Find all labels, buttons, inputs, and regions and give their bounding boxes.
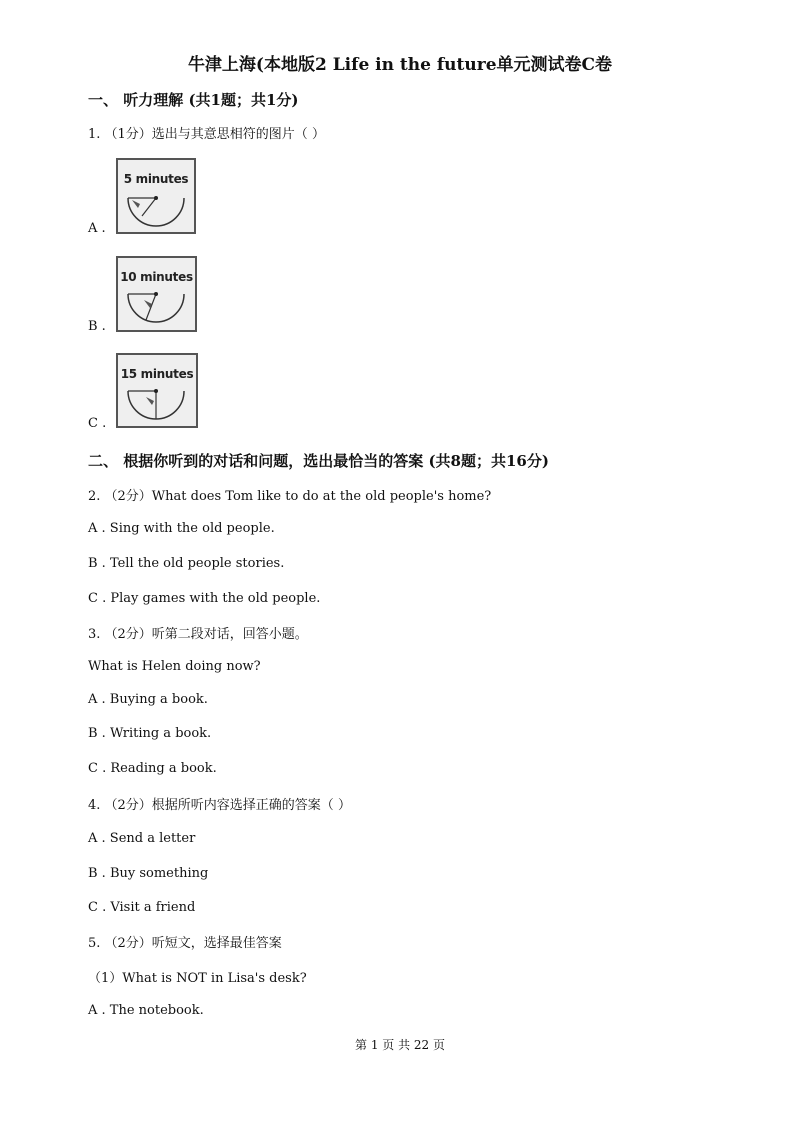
option-5a[interactable]: A . The notebook.: [88, 1003, 204, 1018]
question-1: 1. （1分）选出与其意思相符的图片（ ）: [88, 127, 325, 142]
half-clock-icon: [118, 160, 194, 232]
question-5: 5. （2分）听短文，选择最佳答案: [88, 936, 282, 951]
picture-caption: 15 minutes: [120, 367, 194, 381]
question-2: 2. （2分）What does Tom like to do at the old people's home?: [88, 489, 492, 504]
half-clock-icon: [118, 355, 196, 426]
page-title: 牛津上海(本地版2 Life in the future单元测试卷C卷: [187, 55, 613, 75]
question-3-prompt: What is Helen doing now?: [88, 659, 261, 674]
option-1c-label[interactable]: C .: [88, 416, 107, 431]
page-footer: 第 1 页 共 22 页: [355, 1038, 445, 1052]
option-3b[interactable]: B . Writing a book.: [88, 726, 212, 741]
section-heading-dialogue: 二、 根据你听到的对话和问题，选出最恰当的答案 (共8题；共16分): [88, 452, 549, 470]
picture-caption: 5 minutes: [123, 172, 189, 186]
picture-caption: 10 minutes: [120, 270, 193, 284]
option-3a[interactable]: A . Buying a book.: [88, 692, 208, 707]
option-1b-label[interactable]: B .: [88, 319, 106, 334]
clock-picture-a[interactable]: [116, 158, 196, 234]
question-5-subquestion-1: （1）What is NOT in Lisa's desk?: [88, 971, 307, 986]
clock-picture-c[interactable]: [116, 353, 198, 428]
option-4c[interactable]: C . Visit a friend: [88, 900, 196, 915]
option-1a-label[interactable]: A .: [88, 221, 106, 236]
option-2a[interactable]: A . Sing with the old people.: [88, 521, 275, 536]
question-3: 3. （2分）听第二段对话，回答小题。: [88, 627, 308, 642]
option-2b[interactable]: B . Tell the old people stories.: [88, 556, 285, 571]
option-4b[interactable]: B . Buy something: [88, 866, 209, 881]
option-2c[interactable]: C . Play games with the old people.: [88, 591, 321, 606]
section-heading-listening: 一、 听力理解 (共1题；共1分): [88, 91, 299, 109]
option-4a[interactable]: A . Send a letter: [88, 831, 196, 846]
question-4: 4. （2分）根据所听内容选择正确的答案（ ）: [88, 798, 351, 813]
clock-picture-b[interactable]: [116, 256, 197, 332]
option-3c[interactable]: C . Reading a book.: [88, 761, 217, 776]
half-clock-icon: [118, 258, 195, 330]
